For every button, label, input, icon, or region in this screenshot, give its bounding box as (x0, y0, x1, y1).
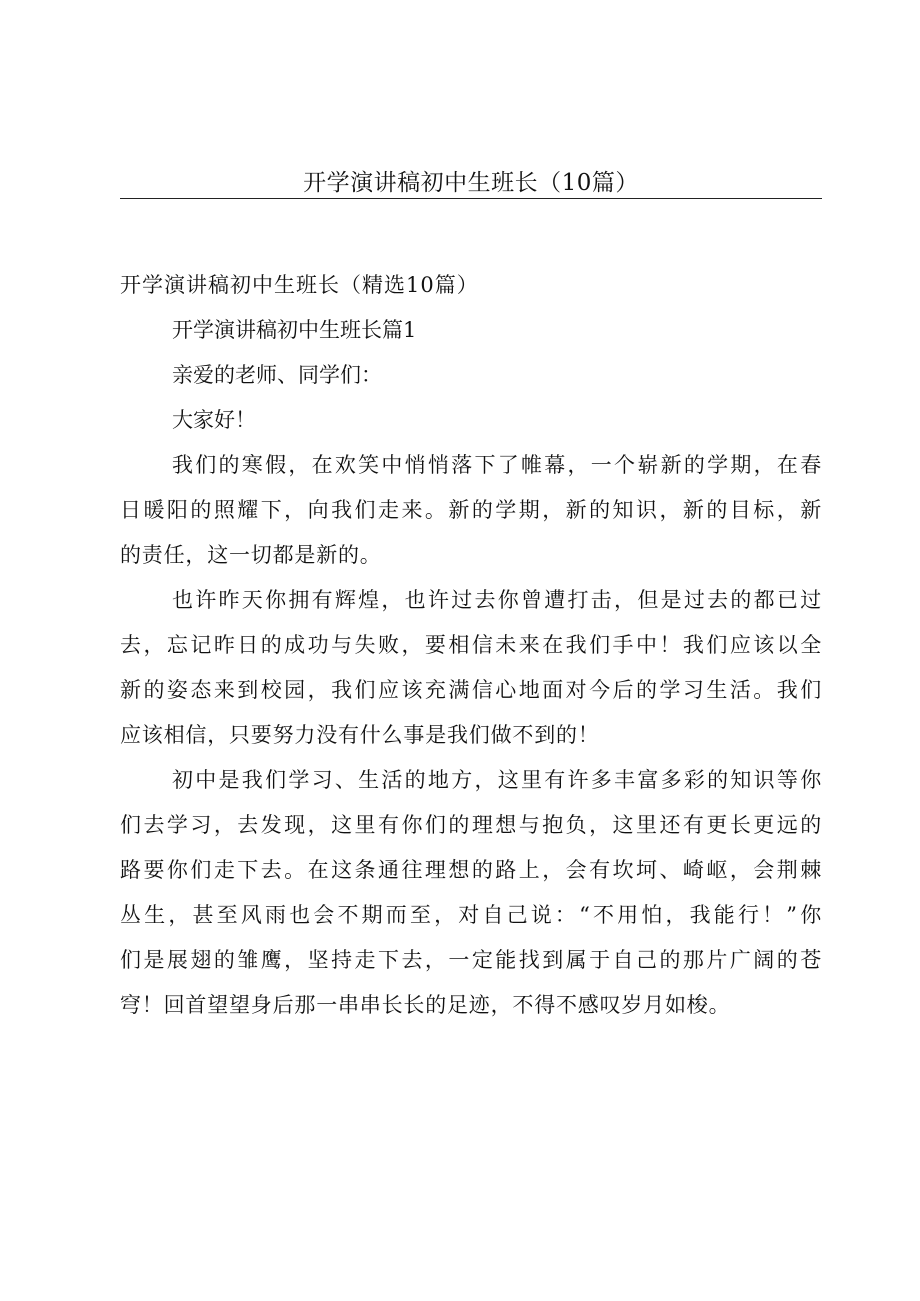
paragraph-2 (120, 578, 822, 758)
salutation: 亲爱的老师、同学们： (172, 363, 382, 387)
section-heading: 开学演讲稿初中生班长篇1 (172, 318, 417, 342)
document-subtitle: 开学演讲稿初中生班长（精选10篇） (120, 273, 479, 297)
paragraph-line: 们去学习，去发现，这里有你们的理想与抱负，这里还有更长更远的 (120, 813, 822, 837)
paragraph-line: 我们的寒假，在欢笑中悄悄落下了帷幕，一个崭新的学期，在春 (172, 453, 822, 477)
paragraph-line: 新的姿态来到校园，我们应该充满信心地面对今后的学习生活。我们 (120, 678, 822, 702)
paragraph-line: 初中是我们学习、生活的地方，这里有许多丰富多彩的知识等你 (172, 768, 822, 792)
paragraph-line: 日暖阳的照耀下，向我们走来。新的学期，新的知识，新的目标，新 (120, 498, 822, 522)
paragraph-line: 去，忘记昨日的成功与失败，要相信未来在我们手中！我们应该以全 (120, 633, 822, 657)
document-body (120, 263, 822, 1028)
paragraph-1 (120, 443, 822, 578)
title-underline (120, 198, 822, 199)
greeting: 大家好！ (172, 408, 256, 432)
paragraph-line: 应该相信，只要努力没有什么事是我们做不到的！ (120, 723, 600, 747)
paragraph-line: 路要你们走下去。在这条通往理想的路上，会有坎坷、崎岖，会荆棘 (120, 858, 822, 882)
paragraph-line: 丛生，甚至风雨也会不期而至，对自己说：“不用怕，我能行！”你 (120, 903, 822, 927)
paragraph-line: 也许昨天你拥有辉煌，也许过去你曾遭打击，但是过去的都已过 (172, 588, 822, 612)
document-title: 开学演讲稿初中生班长（10篇） (303, 170, 639, 196)
paragraph-line: 们是展翅的雏鹰，坚持走下去，一定能找到属于自己的那片广阔的苍 (120, 948, 822, 972)
paragraph-line: 穹！回首望望身后那一串串长长的足迹，不得不感叹岁月如梭。 (120, 993, 731, 1017)
paragraph-line: 的责任，这一切都是新的。 (120, 543, 382, 567)
paragraph-3 (120, 758, 822, 1028)
